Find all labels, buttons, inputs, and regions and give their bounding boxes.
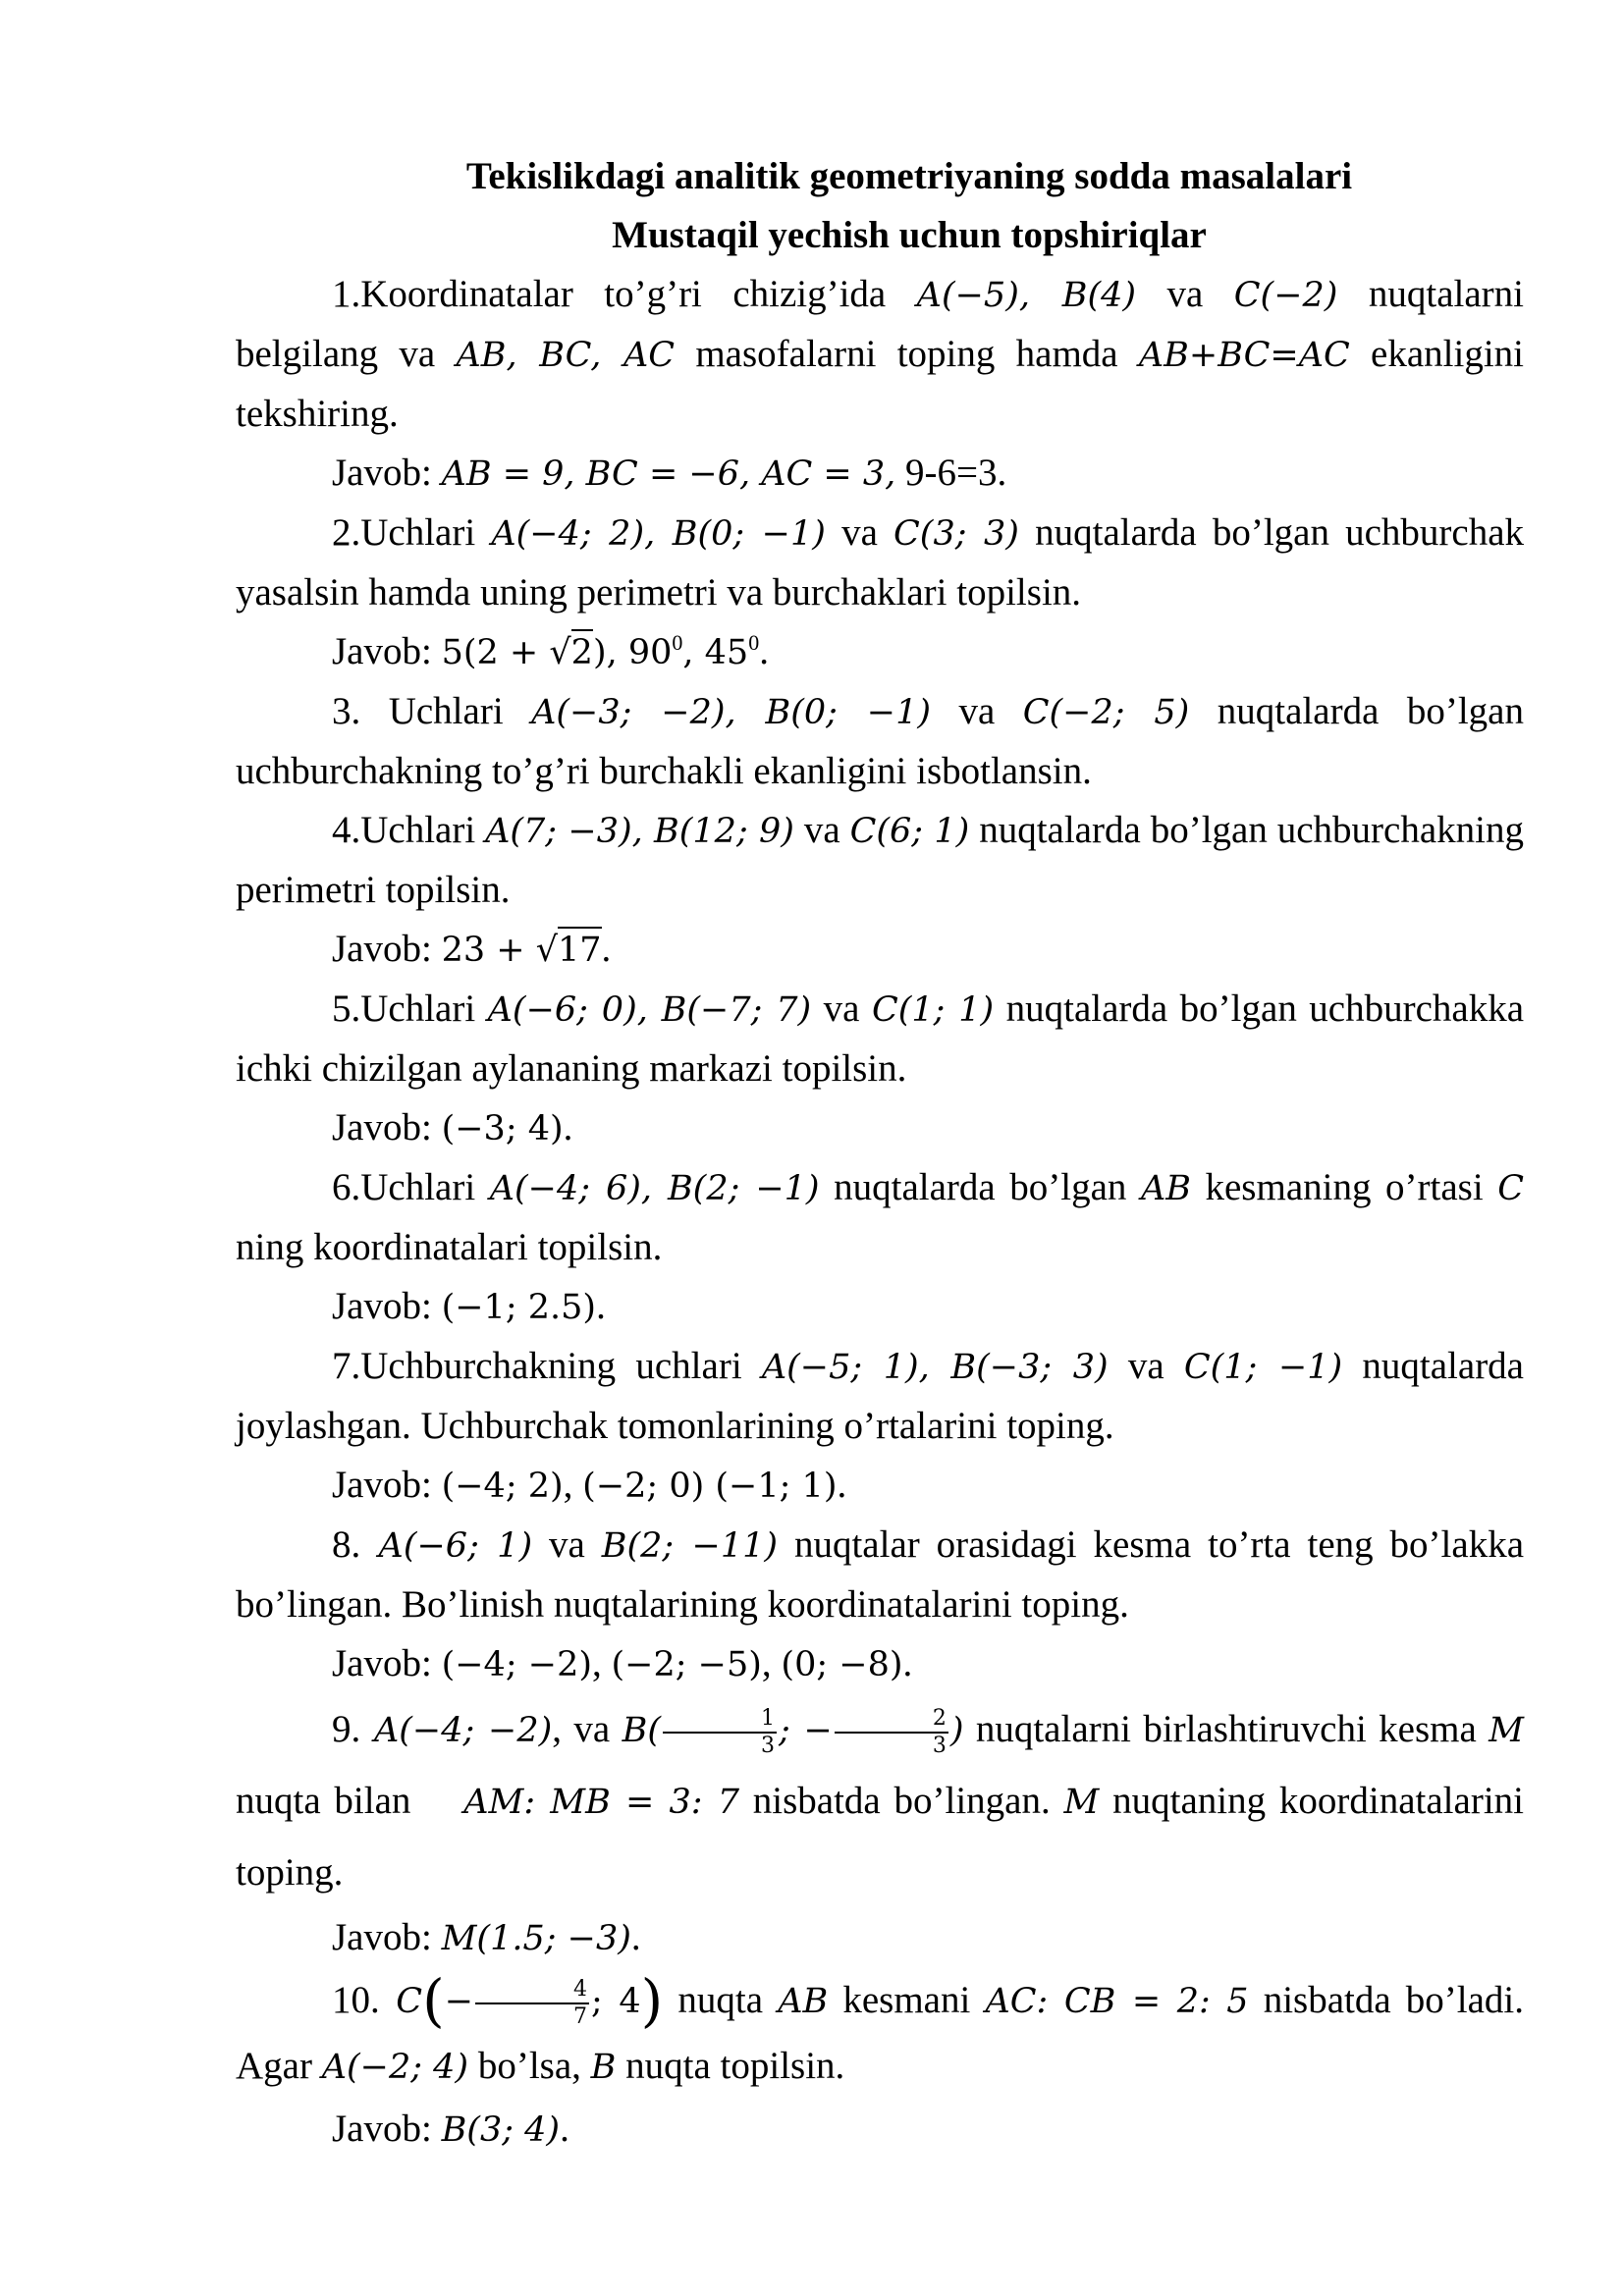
task-1: 1.Koordinatalar to’g’ri chizig’ida A(−5), B(4) va C(−2) nuqtalarni belgilang va AB, BC, AC masofalarni toping hamda AB+BC=AC ekanligini tekshiring. [236,273,1525,435]
answer-label: Javob: [332,1106,442,1148]
task-7: 7.Uchburchakning uchlari A(−5; 1), B(−3; 3) va C(1; −1) nuqtalarda joylashgan. Uchburchak tomonlarining o’rtalarini toping. [236,1345,1524,1447]
task-8: 8. A(−6; 1) va B(2; −11) nuqtalar orasidagi kesma to’rta teng bo’lakka bo’lingan. Bo’linish nuqtalarining koordinatalarini toping. [236,1523,1524,1626]
task-number: 10. [332,1979,380,2021]
task-number: 7. [332,1345,361,1387]
task-number: 2. [332,511,361,554]
task-4: 4.Uchlari A(7; −3), B(12; 9) va C(6; 1) nuqtalarda bo’lgan uchburchakning perimetri topilsin. [236,809,1524,911]
answer-label: Javob: [332,452,442,494]
task-5: 5.Uchlari A(−6; 0), B(−7; 7) va C(1; 1) nuqtalarda bo’lgan uchburchakka ichki chizilgan aylananing markazi topilsin. [236,988,1525,1090]
task-number: 4. [332,809,361,851]
answer-label: Javob: [332,1285,442,1327]
answer-label: Javob: [332,2108,442,2150]
fraction: $\frac{2}{3}$ [835,1706,948,1759]
answer-6: Javob: (−1; 2.5). [332,1285,606,1327]
task-number: 8. [332,1523,361,1566]
task-3: 3. Uchlari A(−3; −2), B(0; −1) va C(−2; 5) nuqtalarda bo’lgan uchburchakning to’g’ri burchakli ekanligini isbotlansin. [236,690,1524,792]
answer-4: Javob: 23 + √17. [332,928,612,970]
task-6: 6.Uchlari A(−4; 6), B(2; −1) nuqtalarda bo’lgan AB kesmaning o’rtasi C ning koordinatalari topilsin. [236,1166,1524,1268]
answer-label: Javob: [332,1464,442,1506]
task-10: 10. C(− $\frac{4}{7}$ ; 4) nuqta AB kesmani AC: CB = 2: 5 nisbatda bo’ladi. Agar A(−2; 4) bo’lsa, B nuqta topilsin. [236,1967,1525,2087]
answer-7: Javob: (−4; 2), (−2; 0) (−1; 1). [332,1464,847,1506]
answer-9: Javob: M(1.5; −3). [332,1916,641,1958]
document-subtitle: Mustaqil yechish uchun topshiriqlar [612,214,1207,256]
document-title: Tekislikdagi analitik geometriyaning sodda masalalari [465,155,1353,197]
answer-2: Javob: 5(2 + √2), $90^0$, $45^0$. [332,630,769,672]
task-number: 6. [332,1166,361,1208]
answer-label: Javob: [332,928,442,970]
task-number: 1. [332,273,361,315]
answer-10: Javob: B(3; 4). [332,2108,569,2150]
answer-label: Javob: [332,1642,442,1684]
answer-label: Javob: [332,630,442,672]
task-number: 5. [332,988,361,1030]
answer-label: Javob: [332,1916,442,1958]
task-9: 9. A(−4; −2), va B( $\frac{1}{3}$ ; − $\frac{2}{3}$ ) nuqtalarni birlashtiruvchi kesma M nuqta bilan AM: MB = 3: 7 nisbatda bo’lingan. M nuqtaning koordinatalarini toping. [236,1706,1524,1894]
fraction: $\frac{4}{7}$ [475,1977,589,2030]
fraction: $\frac{1}{3}$ [663,1706,777,1759]
document-page [236,147,1524,2160]
task-number: 3. [332,690,361,732]
task-number: 9. [332,1708,361,1750]
answer-5: Javob: (−3; 4). [332,1106,573,1148]
answer-8: Javob: (−4; −2), (−2; −5), (0; −8). [332,1642,913,1684]
answer-1: Javob: AB = 9, BC = −6, AC = 3, 9-6=3. [332,452,1007,494]
task-2: 2.Uchlari A(−4; 2), B(0; −1) va C(3; 3) nuqtalarda bo’lgan uchburchak yasalsin hamda uning perimetri va burchaklari topilsin. [236,511,1525,614]
